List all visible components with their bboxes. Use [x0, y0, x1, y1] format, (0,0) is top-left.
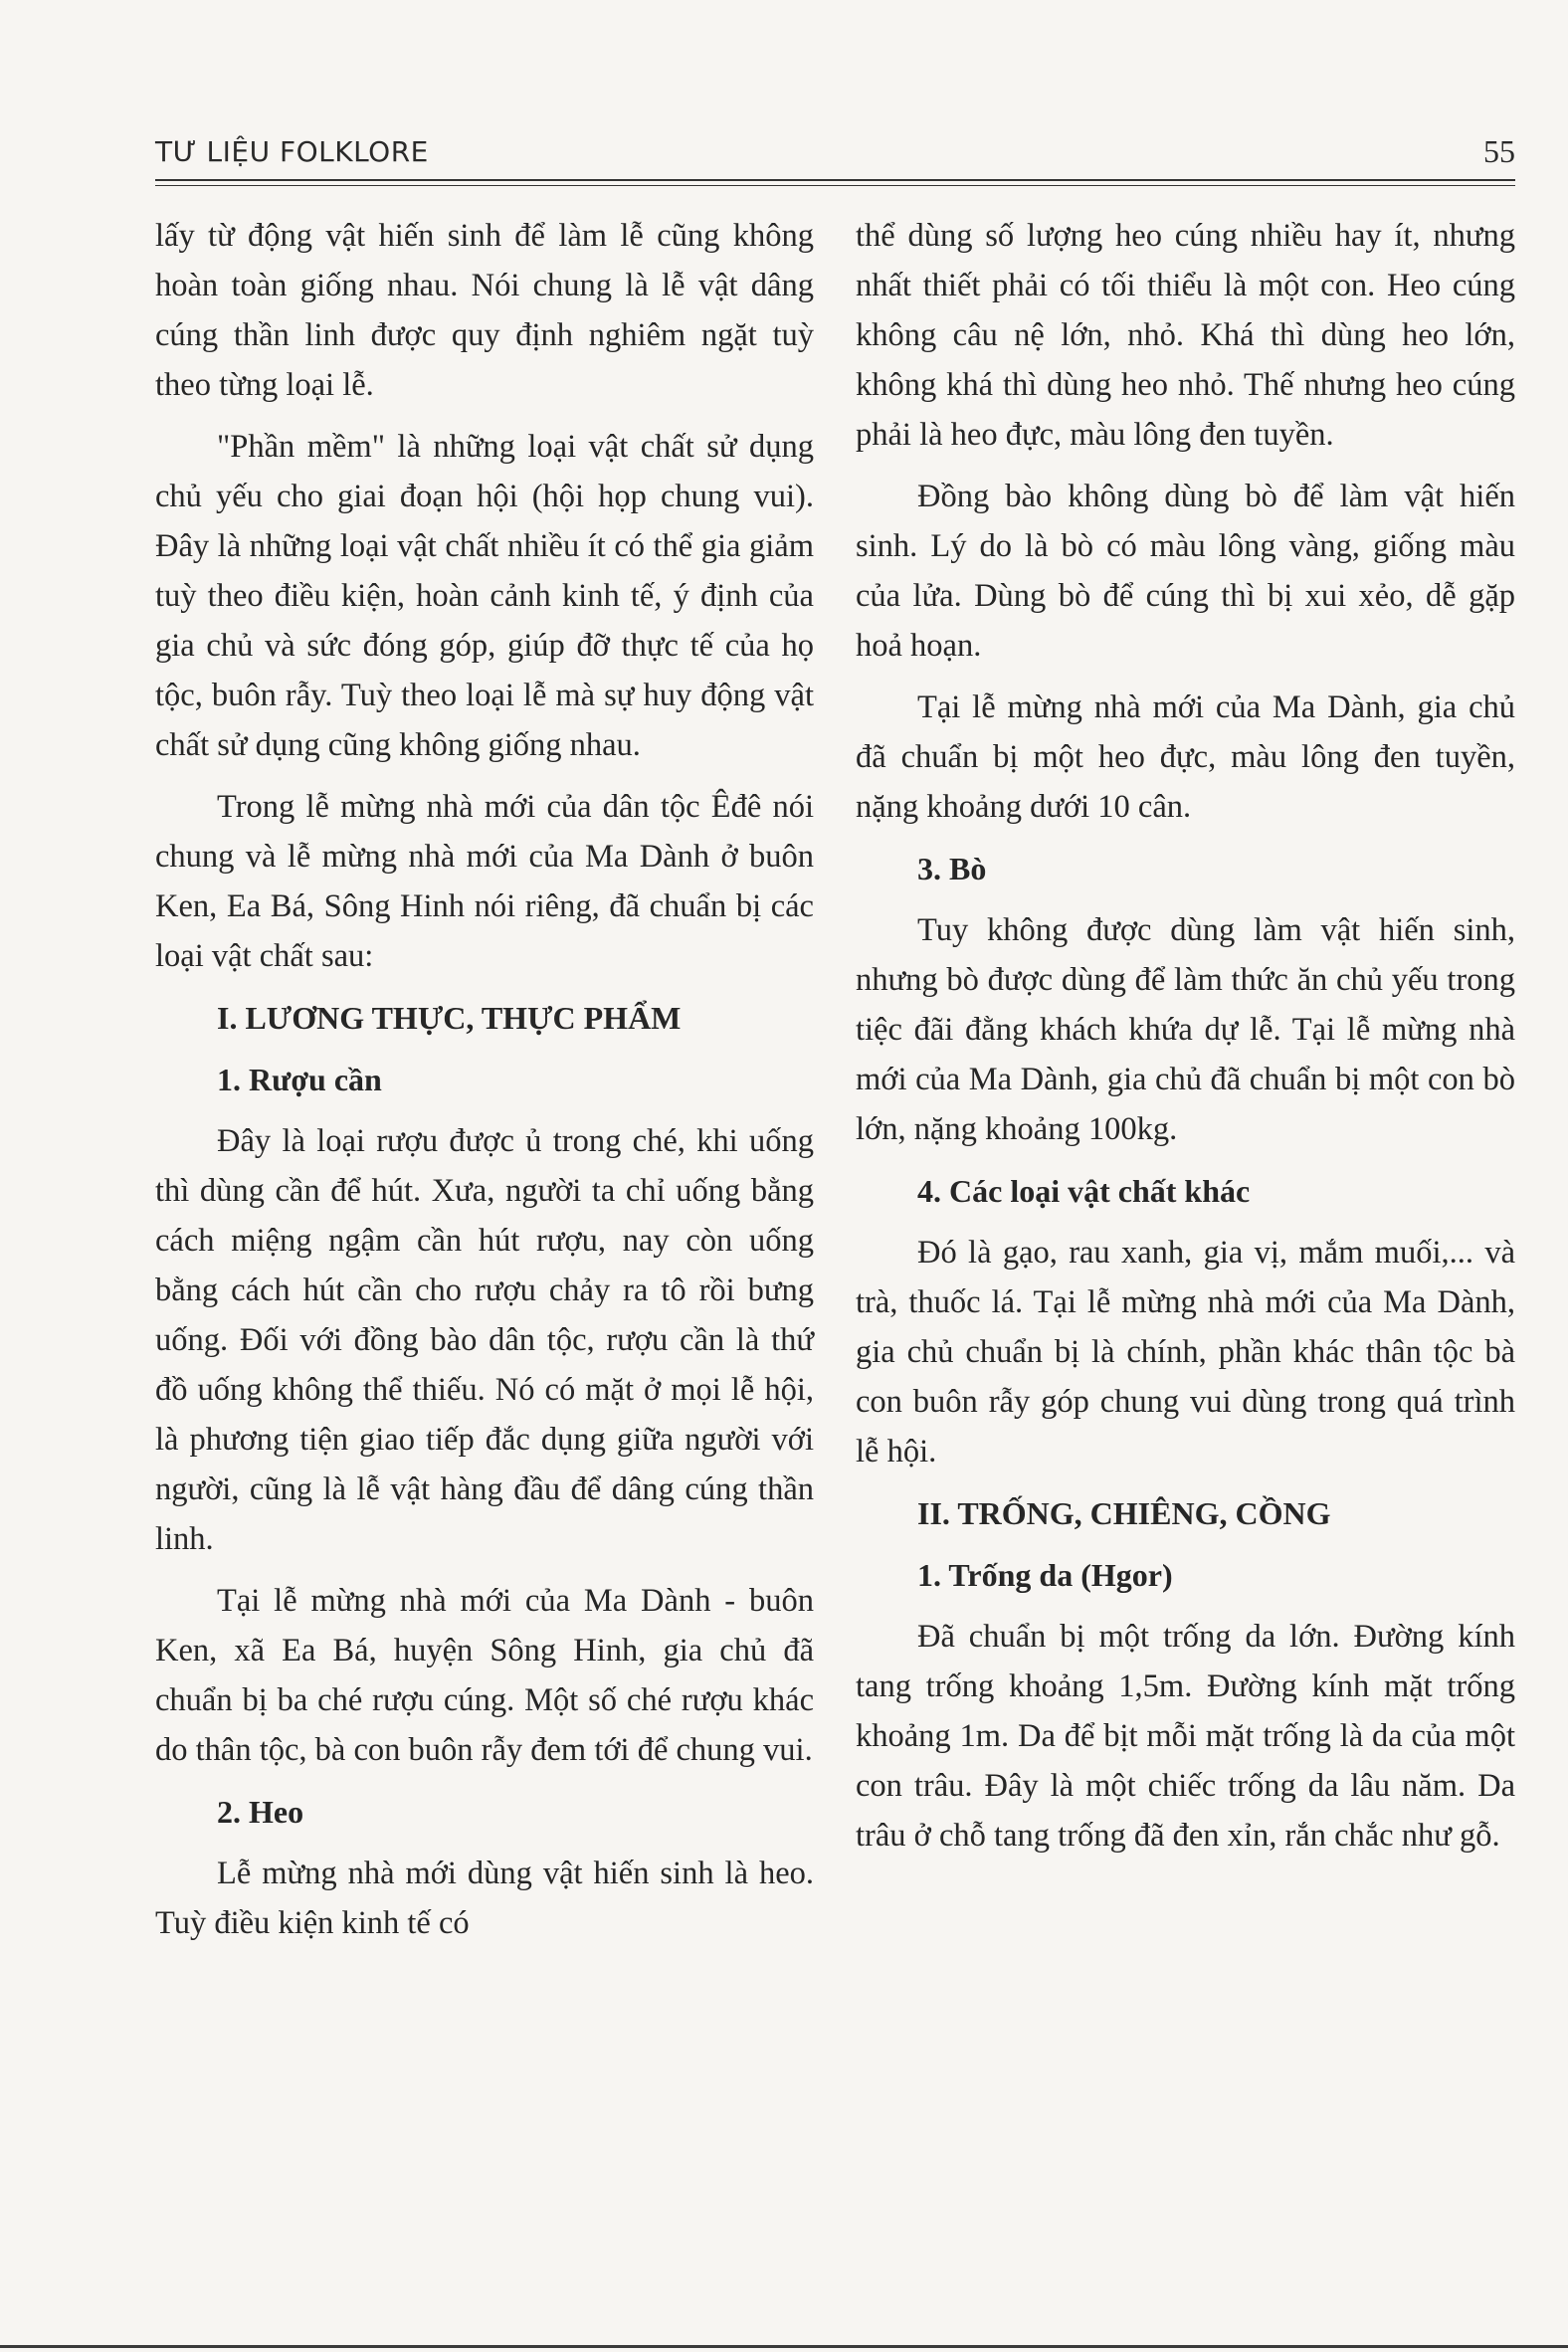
subsection-heading: 1. Trống da (Hgor) [917, 1557, 1173, 1593]
subsection-heading: 4. Các loại vật chất khác [917, 1173, 1251, 1209]
paragraph: Đồng bào không dùng bò để làm vật hiến sinh. Lý do là bò có màu lông vàng, giống màu của lửa. Dùng bò để cúng thì bị xui xẻo, dễ gặp hoả hoạn. [856, 479, 1515, 664]
page-number: 55 [1483, 133, 1515, 169]
paragraph: lấy từ động vật hiến sinh để làm lễ cũng không hoàn toàn giống nhau. Nói chung là lễ vật dâng cúng thần linh được quy định nghiêm ngặt tuỳ theo từng loại lễ. [155, 218, 814, 403]
paragraph: Trong lễ mừng nhà mới của dân tộc Êđê nói chung và lễ mừng nhà mới của Ma Dành ở buôn Ken, Ea Bá, Sông Hinh nói riêng, đã chuẩn bị các loại vật chất sau: [155, 789, 814, 974]
left-column [155, 211, 814, 1960]
paragraph: Tại lễ mừng nhà mới của Ma Dành - buôn Ken, xã Ea Bá, huyện Sông Hinh, gia chủ đã chuẩn bị ba ché rượu cúng. Một số ché rượu khác do thân tộc, bà con buôn rẫy đem tới để chung vui. [155, 1583, 814, 1768]
paragraph: Tại lễ mừng nhà mới của Ma Dành, gia chủ đã chuẩn bị một heo đực, màu lông đen tuyền, nặng khoảng dưới 10 cân. [856, 689, 1515, 825]
subsection-heading: 2. Heo [217, 1794, 304, 1830]
subsection-heading: 3. Bò [917, 851, 987, 886]
paragraph: "Phần mềm" là những loại vật chất sử dụng chủ yếu cho giai đoạn hội (hội họp chung vui). Đây là những loại vật chất nhiều ít có thể gia giảm tuỳ theo điều kiện, hoàn cảnh kinh tế, ý định của gia chủ và sức đóng góp, giúp đỡ thực tế của họ tộc, buôn rẫy. Tuỳ theo loại lễ mà sự huy động vật chất sử dụng cũng không giống nhau. [155, 429, 814, 763]
right-column [856, 211, 1515, 1872]
subsection-heading: 1. Rượu cần [217, 1062, 382, 1097]
section-heading: II. TRỐNG, CHIÊNG, CỒNG [917, 1495, 1331, 1531]
header-rule-thick [155, 179, 1515, 181]
page-header [155, 135, 1515, 175]
paragraph: Đã chuẩn bị một trống da lớn. Đường kính tang trống khoảng 1,5m. Đường kính mặt trống khoảng 1m. Da để bịt mỗi mặt trống là da của một con trâu. Đây là một chiếc trống da lâu năm. Da trâu ở chỗ tang trống đã đen xỉn, rắn chắc như gỗ. [856, 1619, 1515, 1854]
section-heading: I. LƯƠNG THỰC, THỰC PHẨM [217, 1000, 682, 1036]
scan-bottom-edge [0, 2345, 1568, 2348]
running-head: TƯ LIỆU FOLKLORE [155, 135, 429, 168]
paragraph: thể dùng số lượng heo cúng nhiều hay ít, nhưng nhất thiết phải có tối thiểu là một con. Heo cúng không câu nệ lớn, nhỏ. Khá thì dùng heo lớn, không khá thì dùng heo nhỏ. Thế nhưng heo cúng phải là heo đực, màu lông đen tuyền. [856, 218, 1515, 453]
paragraph: Đó là gạo, rau xanh, gia vị, mắm muối,... và trà, thuốc lá. Tại lễ mừng nhà mới của Ma Dành, gia chủ chuẩn bị là chính, phần khác thân tộc bà con buôn rẫy góp chung vui dùng trong quá trình lễ hội. [856, 1235, 1515, 1470]
paragraph: Lễ mừng nhà mới dùng vật hiến sinh là heo. Tuỳ điều kiện kinh tế có [155, 1856, 814, 1941]
paragraph: Tuy không được dùng làm vật hiến sinh, nhưng bò được dùng để làm thức ăn chủ yếu trong tiệc đãi đằng khách khứa dự lễ. Tại lễ mừng nhà mới của Ma Dành, gia chủ đã chuẩn bị một con bò lớn, nặng khoảng 100kg. [856, 912, 1515, 1147]
paragraph: Đây là loại rượu được ủ trong ché, khi uống thì dùng cần để hút. Xưa, người ta chỉ uống bằng cách miệng ngậm cần hút rượu, nay còn uống bằng cách hút cần cho rượu chảy ra tô rồi bưng uống. Đối với đồng bào dân tộc, rượu cần là thứ đồ uống không thể thiếu. Nó có mặt ở mọi lễ hội, là phương tiện giao tiếp đắc dụng giữa người với người, cũng là lễ vật hàng đầu để dâng cúng thần linh. [155, 1123, 814, 1557]
header-rule-thin [155, 185, 1515, 186]
